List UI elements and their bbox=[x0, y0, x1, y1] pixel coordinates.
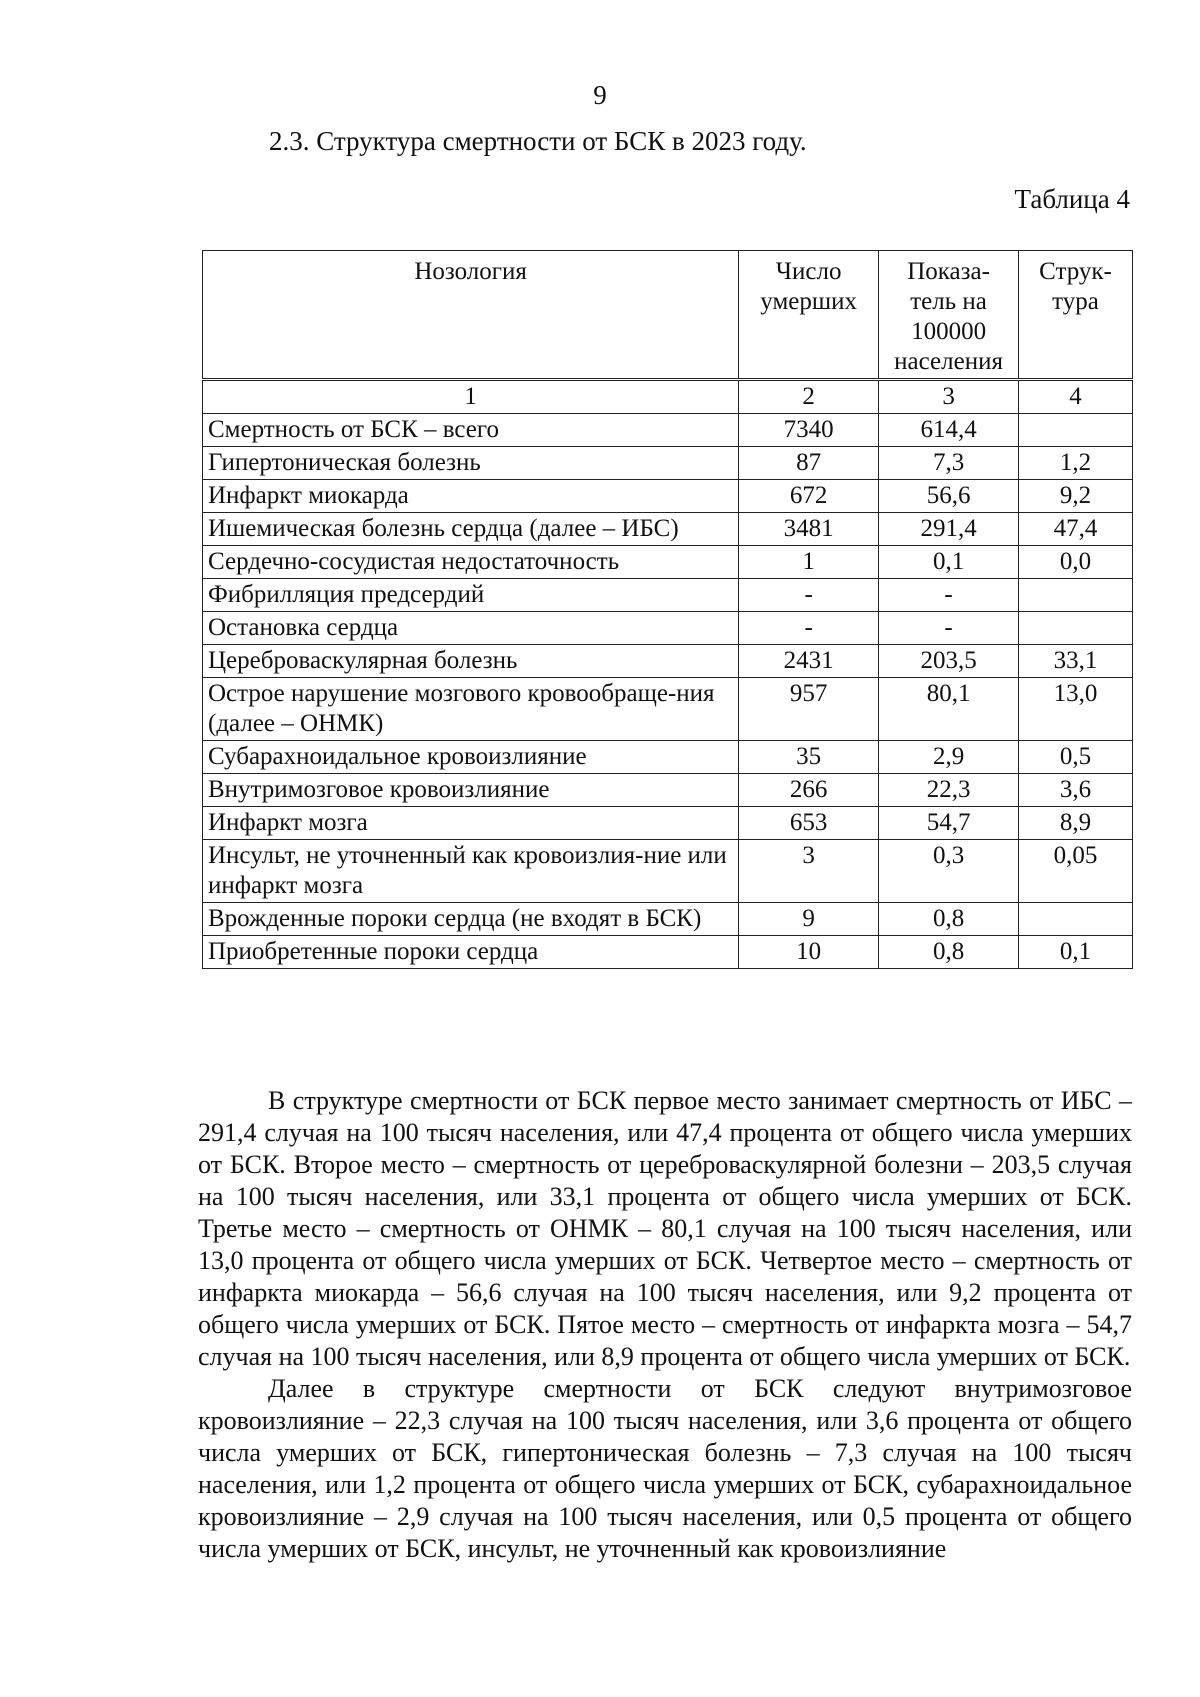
row-nosology: Врожденные пороки сердца (не входят в БСК) bbox=[203, 903, 739, 936]
row-share: 0,1 bbox=[1019, 936, 1133, 969]
row-rate: 2,9 bbox=[879, 741, 1019, 774]
paragraph: Далее в структуре смертности от БСК следуют внутримозговое кровоизлияние – 22,3 случая на 100 тысяч населения, или 3,6 процента от общего числа умерших от БСК, гипертоническая болезнь – 7,3 случая на 100 тысяч населения, или 1,2 процента от общего числа умерших от БСК, субарахноидальное кровоизлияние – 2,9 случая на 100 тысяч населения, или 0,5 процента от общего числа умерших от БСК, инсульт, не уточненный как кровоизлияние bbox=[198, 1374, 1132, 1563]
body-text bbox=[198, 1085, 1132, 1565]
page-number: 9 bbox=[593, 80, 607, 110]
row-deaths: 672 bbox=[739, 480, 879, 513]
row-share bbox=[1019, 612, 1133, 645]
row-nosology: Приобретенные пороки сердца bbox=[203, 936, 739, 969]
row-deaths: 87 bbox=[739, 447, 879, 480]
row-deaths: 3 bbox=[739, 840, 879, 903]
row-nosology: Смертность от БСК – всего bbox=[203, 414, 739, 447]
row-rate: 0,3 bbox=[879, 840, 1019, 903]
row-deaths: 3481 bbox=[739, 513, 879, 546]
row-share: 0,0 bbox=[1019, 546, 1133, 579]
row-nosology: Остановка сердца bbox=[203, 612, 739, 645]
row-share: 8,9 bbox=[1019, 807, 1133, 840]
row-deaths: 35 bbox=[739, 741, 879, 774]
index-cell: 4 bbox=[1019, 380, 1133, 414]
row-nosology: Цереброваскулярная болезнь bbox=[203, 645, 739, 678]
row-share: 3,6 bbox=[1019, 774, 1133, 807]
row-nosology: Инсульт, не уточненный как кровоизлия-ние или инфаркт мозга bbox=[203, 840, 739, 903]
table-row bbox=[203, 840, 1133, 903]
table-row bbox=[203, 480, 1133, 513]
row-deaths: - bbox=[739, 579, 879, 612]
row-deaths: 1 bbox=[739, 546, 879, 579]
row-share bbox=[1019, 414, 1133, 447]
table-row bbox=[203, 447, 1133, 480]
paragraph: В структуре смертности от БСК первое место занимает смертность от ИБС – 291,4 случая на 100 тысяч населения, или 47,4 процента от общего числа умерших от БСК. Второе место – смертность от цереброваскулярной болезни – 203,5 случая на 100 тысяч населения, или 33,1 процента от общего числа умерших от БСК. Третье место – смертность от ОНМК – 80,1 случая на 100 тысяч населения, или 13,0 процента от общего числа умерших от БСК. Четвертое место – смертность от инфаркта миокарда – 56,6 случая на 100 тысяч населения, или 9,2 процента от общего числа умерших от БСК. Пятое место – смертность от инфаркта мозга – 54,7 случая на 100 тысяч населения, или 8,9 процента от общего числа умерших от БСК. bbox=[198, 1086, 1132, 1371]
row-rate: 291,4 bbox=[879, 513, 1019, 546]
header-deaths: Число умерших bbox=[739, 251, 879, 380]
row-deaths: 653 bbox=[739, 807, 879, 840]
table-row bbox=[203, 741, 1133, 774]
table-caption: Таблица 4 bbox=[1014, 184, 1130, 214]
row-rate: 0,8 bbox=[879, 936, 1019, 969]
row-rate: 614,4 bbox=[879, 414, 1019, 447]
table-row bbox=[203, 612, 1133, 645]
row-rate: 0,8 bbox=[879, 903, 1019, 936]
header-nosology: Нозология bbox=[203, 251, 739, 380]
section-title: 2.3. Структура смертности от БСК в 2023 году. bbox=[269, 126, 807, 156]
table-row bbox=[203, 774, 1133, 807]
header-share: Струк-тура bbox=[1019, 251, 1133, 380]
row-nosology: Инфаркт мозга bbox=[203, 807, 739, 840]
row-nosology: Фибрилляция предсердий bbox=[203, 579, 739, 612]
table-row bbox=[203, 678, 1133, 741]
row-rate: 7,3 bbox=[879, 447, 1019, 480]
row-deaths: 266 bbox=[739, 774, 879, 807]
table-row bbox=[203, 936, 1133, 969]
table-row bbox=[203, 546, 1133, 579]
row-rate: 22,3 bbox=[879, 774, 1019, 807]
row-share bbox=[1019, 903, 1133, 936]
row-share: 9,2 bbox=[1019, 480, 1133, 513]
row-rate: 0,1 bbox=[879, 546, 1019, 579]
table-row bbox=[203, 513, 1133, 546]
row-share: 1,2 bbox=[1019, 447, 1133, 480]
row-deaths: - bbox=[739, 612, 879, 645]
table-row bbox=[203, 807, 1133, 840]
row-share: 0,05 bbox=[1019, 840, 1133, 903]
header-rate: Показа-тель на 100000 населения bbox=[879, 251, 1019, 380]
row-deaths: 10 bbox=[739, 936, 879, 969]
table-header-row bbox=[203, 251, 1133, 380]
table-index-row bbox=[203, 380, 1133, 414]
row-nosology: Внутримозговое кровоизлияние bbox=[203, 774, 739, 807]
row-nosology: Гипертоническая болезнь bbox=[203, 447, 739, 480]
row-share: 33,1 bbox=[1019, 645, 1133, 678]
row-share: 13,0 bbox=[1019, 678, 1133, 741]
row-deaths: 7340 bbox=[739, 414, 879, 447]
row-nosology: Ишемическая болезнь сердца (далее – ИБС) bbox=[203, 513, 739, 546]
row-nosology: Острое нарушение мозгового кровообраще-ния (далее – ОНМК) bbox=[203, 678, 739, 741]
row-nosology: Инфаркт миокарда bbox=[203, 480, 739, 513]
row-share: 47,4 bbox=[1019, 513, 1133, 546]
row-rate: - bbox=[879, 612, 1019, 645]
row-share: 0,5 bbox=[1019, 741, 1133, 774]
index-cell: 1 bbox=[203, 380, 739, 414]
row-deaths: 2431 bbox=[739, 645, 879, 678]
row-deaths: 957 bbox=[739, 678, 879, 741]
index-cell: 2 bbox=[739, 380, 879, 414]
table-row bbox=[203, 414, 1133, 447]
row-nosology: Сердечно-сосудистая недостаточность bbox=[203, 546, 739, 579]
row-rate: 203,5 bbox=[879, 645, 1019, 678]
row-share bbox=[1019, 579, 1133, 612]
row-rate: 54,7 bbox=[879, 807, 1019, 840]
row-nosology: Субарахноидальное кровоизлияние bbox=[203, 741, 739, 774]
row-deaths: 9 bbox=[739, 903, 879, 936]
row-rate: 80,1 bbox=[879, 678, 1019, 741]
table-row bbox=[203, 579, 1133, 612]
mortality-structure-table bbox=[202, 250, 1133, 969]
table-row bbox=[203, 645, 1133, 678]
row-rate: 56,6 bbox=[879, 480, 1019, 513]
table-row bbox=[203, 903, 1133, 936]
index-cell: 3 bbox=[879, 380, 1019, 414]
row-rate: - bbox=[879, 579, 1019, 612]
